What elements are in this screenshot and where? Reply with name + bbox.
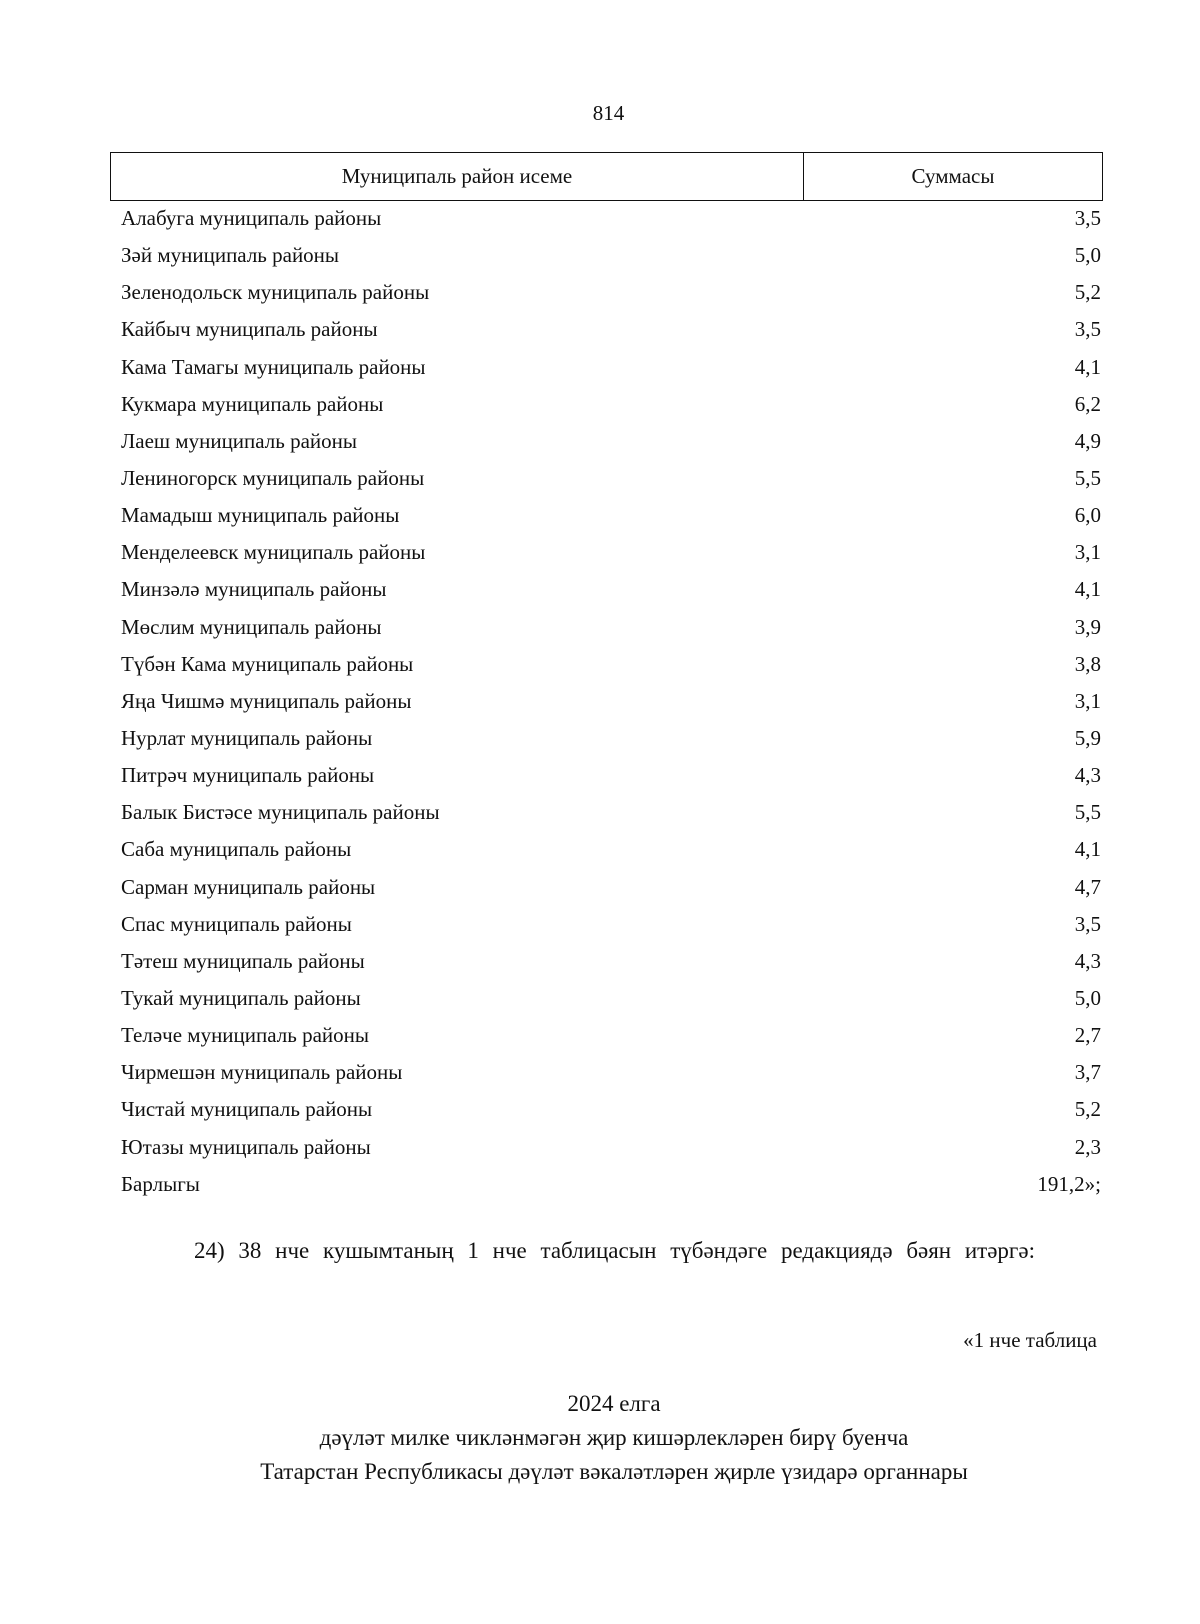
district-name: Чирмешән муниципаль районы — [121, 1060, 403, 1085]
table-row — [121, 460, 1101, 497]
district-amount: 3,7 — [1074, 1060, 1101, 1085]
district-name: Минзәлә муниципаль районы — [121, 577, 387, 602]
table-row — [121, 943, 1101, 980]
table-row — [121, 906, 1101, 943]
district-amount: 4,1 — [1074, 837, 1101, 862]
table-row — [121, 386, 1101, 423]
district-amount: 5,0 — [1074, 986, 1101, 1011]
district-amount: 6,0 — [1074, 503, 1101, 528]
district-amount: 2,7 — [1074, 1023, 1101, 1048]
table-reference: «1 нче таблица — [963, 1328, 1097, 1352]
table-row — [121, 646, 1101, 683]
table-header — [110, 152, 1103, 201]
table-row — [121, 311, 1101, 348]
table-row — [121, 534, 1101, 571]
district-name: Спас муниципаль районы — [121, 911, 352, 936]
district-name: Ютазы муниципаль районы — [121, 1134, 371, 1159]
district-name: Зеленодольск муниципаль районы — [121, 280, 430, 305]
header-amount: Суммасы — [911, 164, 995, 188]
district-name: Лаеш муниципаль районы — [121, 428, 358, 453]
table-row — [121, 1054, 1101, 1091]
district-amount: 5,5 — [1074, 466, 1101, 491]
table-row — [121, 423, 1101, 460]
table-row — [121, 1091, 1101, 1128]
district-name: Нурлат муниципаль районы — [121, 726, 373, 751]
title-line-2: дәүләт милке чикләнмәгән җир кишәрлекләрен бирү буенча — [319, 1425, 909, 1450]
table-row — [121, 609, 1101, 646]
district-amount: 3,5 — [1074, 206, 1101, 231]
table-body — [121, 200, 1101, 1203]
district-amount: 4,7 — [1074, 874, 1101, 899]
district-name: Кукмара муниципаль районы — [121, 391, 384, 416]
district-name: Лениногорск муниципаль районы — [121, 466, 425, 491]
table-row — [121, 571, 1101, 608]
table-row — [121, 794, 1101, 831]
district-amount: 2,3 — [1074, 1134, 1101, 1159]
district-name: Кама Тамагы муниципаль районы — [121, 354, 426, 379]
district-name: Чистай муниципаль районы — [121, 1097, 373, 1122]
district-name: Зәй муниципаль районы — [121, 243, 340, 268]
district-amount: 3,5 — [1074, 317, 1101, 342]
district-name: Саба муниципаль районы — [121, 837, 352, 862]
district-name: Менделеевск муниципаль районы — [121, 540, 426, 565]
district-name: Теләче муниципаль районы — [121, 1023, 369, 1048]
district-name: Алабуга муниципаль районы — [121, 206, 382, 231]
table-row — [121, 1017, 1101, 1054]
district-amount: 3,8 — [1074, 651, 1101, 676]
district-name: Түбән Кама муниципаль районы — [121, 651, 414, 676]
title-line-3: Татарстан Республикасы дәүләт вәкаләтләрен җирле үзидарә органнары — [260, 1459, 968, 1484]
district-name: Барлыгы — [121, 1171, 200, 1196]
table-row — [121, 237, 1101, 274]
paragraph-item-24: 24) 38 нче кушымтаның 1 нче таблицасын түбәндәге редакциядә бәян итәргә: — [194, 1238, 1035, 1263]
district-name: Кайбыч муниципаль районы — [121, 317, 378, 342]
title-line-1: 2024 елга — [567, 1391, 661, 1416]
district-amount: 5,5 — [1074, 800, 1101, 825]
page-number: 814 — [592, 101, 625, 125]
district-name: Питрәч муниципаль районы — [121, 763, 375, 788]
district-name: Балык Бистәсе муниципаль районы — [121, 800, 440, 825]
district-name: Сарман муниципаль районы — [121, 874, 376, 899]
district-amount: 3,9 — [1074, 614, 1101, 639]
table-total-row — [121, 1166, 1101, 1203]
table-row — [121, 349, 1101, 386]
table-row — [121, 274, 1101, 311]
district-name: Яңа Чишмә муниципаль районы — [121, 688, 412, 713]
table-row — [121, 497, 1101, 534]
district-amount: 5,9 — [1074, 726, 1101, 751]
district-amount: 191,2»; — [1037, 1171, 1101, 1196]
table-row — [121, 200, 1101, 237]
district-amount: 3,1 — [1074, 688, 1101, 713]
district-amount: 6,2 — [1074, 391, 1101, 416]
district-amount: 5,2 — [1074, 1097, 1101, 1122]
table-row — [121, 757, 1101, 794]
district-name: Тукай муниципаль районы — [121, 986, 361, 1011]
section-title — [0, 1387, 1200, 1489]
district-amount: 4,3 — [1074, 948, 1101, 973]
district-amount: 3,5 — [1074, 911, 1101, 936]
header-district-name: Муниципаль район исеме — [111, 153, 804, 200]
table-row — [121, 831, 1101, 868]
district-name: Тәтеш муниципаль районы — [121, 948, 365, 973]
table-row — [121, 980, 1101, 1017]
district-name: Мамадыш муниципаль районы — [121, 503, 400, 528]
table-row — [121, 683, 1101, 720]
district-amount: 4,9 — [1074, 428, 1101, 453]
table-row — [121, 1129, 1101, 1166]
district-name: Мөслим муниципаль районы — [121, 614, 382, 639]
table-row — [121, 869, 1101, 906]
district-amount: 5,0 — [1074, 243, 1101, 268]
table-row — [121, 720, 1101, 757]
district-amount: 4,1 — [1074, 577, 1101, 602]
district-amount: 3,1 — [1074, 540, 1101, 565]
district-amount: 4,3 — [1074, 763, 1101, 788]
district-amount: 5,2 — [1074, 280, 1101, 305]
district-amount: 4,1 — [1074, 354, 1101, 379]
